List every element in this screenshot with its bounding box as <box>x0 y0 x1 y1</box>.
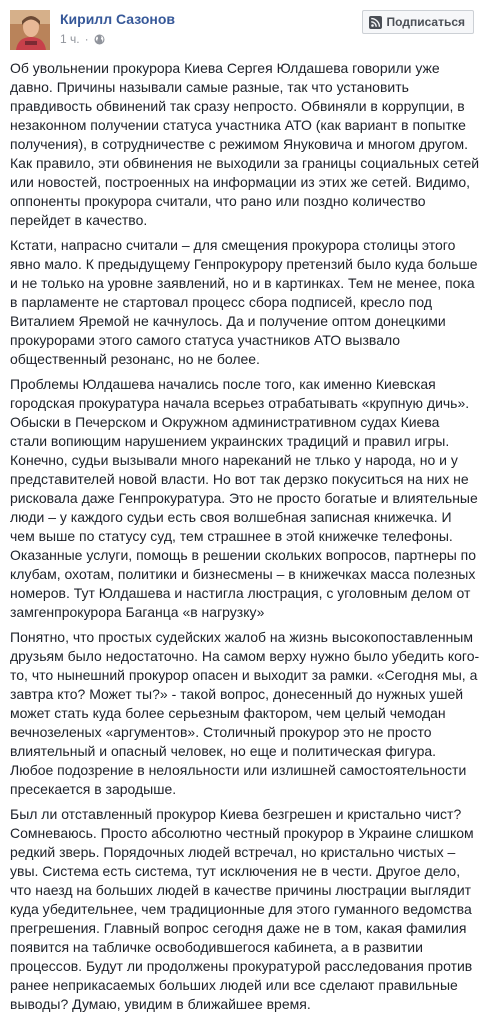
subscribe-button[interactable] <box>362 10 474 34</box>
post-paragraph-1: Об увольнении прокурора Киева Сергея Юлдашева говорили уже давно. Причины называли самые разные, так что установить правдивость обвинений так сразу непросто. Обвиняли в коррупции, в незаконном получении статуса участника АТО (как вариант в попытке получения), в сотрудничестве с режимом Януковича и многом другом. Как правило, эти обвинения не выходили за границы социальных сетей или новостей, построенных на информации из этих же сетей. Видимо, оппоненты прокурора считали, что рано или поздно количество перейдет в качество. <box>10 60 480 228</box>
post-paragraph-3: Проблемы Юлдашева начались после того, как именно Киевская городская прокуратура начала всерьез отрабатывать «крупную дичь». Обыски в Печерском и Окружном административном судах Киева стали вопиющим нарушением украинских традиций и правил игры. Конечно, судьи вызывали много нареканий не тлько у народа, но и у представителей новой власти. Но вот так дерзко покуситься на них не рисковала даже Генпрокуратура. Это не просто богатые и влиятельные люди – у каждого судьи есть своя волшебная записная книжечка. И чем выше по статусу суд, тем страшнее в этой книжечке телефоны. Оказанные услуги, помощь в решении скольких вопросов, партнеры по клубам, охотам, политики и бизнесмены – в книжечках масса полезных номеров. Тут Юлдашева и настигла люстрация, с уголовным делом от замгенпрокурора Баганца «в нагрузку» <box>10 376 478 620</box>
post-body <box>10 59 480 1020</box>
avatar[interactable] <box>10 10 50 50</box>
post-time[interactable]: 1 ч. <box>60 32 80 46</box>
subscribe-label: Подписаться <box>386 15 465 29</box>
post-paragraph-2: Кстати, напрасно считали – для смещения прокурора столицы этого явно мало. К предыдущему Генпрокурору претензий было куда больше и не только на уровне заявлений, но и в картинках. Тем не менее, пока в парламенте не стартовал процесс сбора подписей, кресло под Виталием Яремой не качнулось. Да и получение оптом донецкими прокурорами этого самого статуса участников АТО вызвало общественный резонанс, но не более. <box>10 237 478 367</box>
post-paragraph-4: Понятно, что простых судейских жалоб на жизнь высокопоставленным друзьям было недостаточно. На самом верху нужно было убедить кого-то, что нынешний прокурор опасен и выходит за рамки. «Сегодня мы, а завтра кто? Может ты?» - такой вопрос, донесенный до нужных ушей может стать куда более серьезным фактором, чем целый чемодан вечнозеленых «аргументов». Столичный прокурор это не просто влиятельный и опасный человек, но еще и политическая фигура. Любое подозрение в нелояльности или излишней самостоятельности пресекается в зародыше. <box>10 629 480 797</box>
author-name[interactable]: Кирилл Сазонов <box>60 11 176 27</box>
meta-separator: · <box>84 32 89 46</box>
post-paragraph-5: Был ли отставленный прокурор Киева безгрешен и кристально чист? Сомневаюсь. Просто абсолютно честный прокурор в Украине слишком редкий зверь. Порядочных людей встречал, но кристально чистых – увы. Система есть система, тут исключения не в чести. Другое дело, что наезд на больших людей в качестве причины люстрации выглядит куда убедительнее, чем традиционные для этого гуманного ведомства прегрешения. Главный вопрос сегодня даже не в том, какая фамилия появится на табличке освободившегося кабинета, а в развитии процессов. Будут ли продолжены прокуратурой расследования против ранее неприкасаемых больших людей или все сделают правильные выводы? Думаю, увидим в ближайшее время. <box>10 806 474 1012</box>
post-meta <box>60 32 105 46</box>
rss-icon <box>369 16 382 29</box>
globe-icon[interactable] <box>94 34 105 45</box>
post-header <box>10 10 478 52</box>
